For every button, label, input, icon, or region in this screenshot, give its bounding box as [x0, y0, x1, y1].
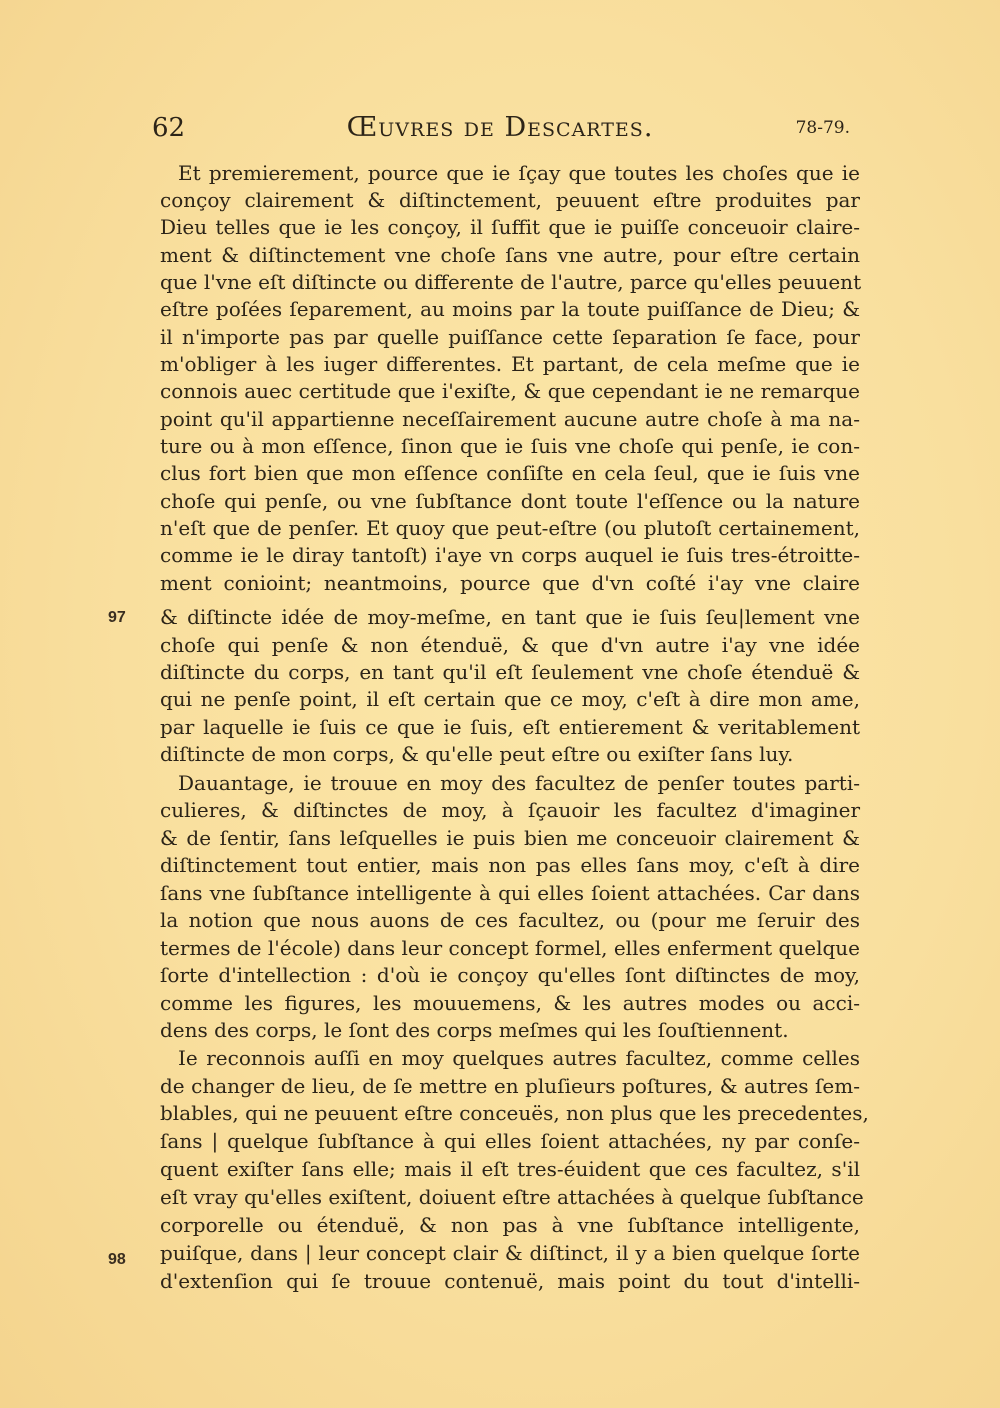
text-line: qui ne penſe point, il eſt certain que ce moy, c'eſt à dire mon ame,	[160, 687, 860, 711]
text-line: que l'vne eſt diſtincte ou differente de l'autre, parce qu'elles peuuent	[160, 270, 862, 294]
text-line: comme les figures, les mouuemens, & les autres modes ou acci-	[160, 991, 860, 1015]
text-line: Ie reconnois auſſi en moy quelques autres facultez, comme celles	[178, 1046, 860, 1070]
text-line: il n'importe pas par quelle puiſſance cette ſeparation ſe face, pour	[160, 325, 860, 349]
text-line: blables, qui ne peuuent eſtre conceuës, non plus que les precedentes,	[160, 1101, 869, 1125]
text-line: d'extenſion qui ſe trouue contenuë, mais point du tout d'intelli-	[160, 1269, 860, 1293]
margin-number-97: 97	[108, 609, 126, 626]
text-line: corporelle ou étenduë, & non pas à vne ſubſtance intelligente,	[160, 1213, 860, 1237]
text-line: culieres, & diſtinctes de moy, à ſçauoir les facultez d'imaginer	[160, 798, 860, 822]
page-reference: 78-79.	[795, 118, 850, 138]
text-line: ture ou à mon eſſence, ſinon que ie ſuis vne choſe qui penſe, ie con-	[160, 434, 860, 458]
text-line: ſorte d'intellection : d'où ie conçoy qu'elles ſont diſtinctes de moy,	[160, 963, 860, 987]
text-line: point qu'il appartienne neceſſairement aucune autre choſe à ma na-	[160, 407, 860, 431]
text-line: ment conioint; neantmoins, pource que d'vn coſté i'ay vne claire	[160, 571, 860, 595]
text-line: connois auec certitude que i'exiſte, & que cependant ie ne remarque	[160, 379, 860, 403]
text-line: choſe qui penſe, ou vne ſubſtance dont toute l'eſſence ou la nature	[160, 489, 860, 513]
text-line: termes de l'école) dans leur concept formel, elles enferment quelque	[160, 936, 860, 960]
text-line: par laquelle ie ſuis ce que ie ſuis, eſt entierement & veritablement	[160, 715, 860, 739]
text-line: diſtincte de mon corps, & qu'elle peut eſtre ou exiſter ſans luy.	[160, 742, 794, 766]
text-line: puiſque, dans | leur concept clair & diſtinct, il y a bien quelque ſorte	[160, 1241, 860, 1265]
text-line: dens des corps, le ſont des corps meſmes qui les ſouſtiennent.	[160, 1018, 789, 1042]
text-line: Et premierement, pource que ie ſçay que toutes les choſes que ie	[178, 161, 860, 185]
text-line: comme ie le diray tantoſt) i'aye vn corps auquel ie ſuis tres-étroitte-	[160, 543, 860, 567]
text-line: Dauantage, ie trouue en moy des facultez de penſer toutes parti-	[178, 771, 860, 795]
text-line: conçoy clairement & diſtinctement, peuuent eſtre produites par	[160, 188, 860, 212]
text-line: ſans | quelque ſubſtance à qui elles ſoient attachées, ny par conſe-	[160, 1129, 860, 1153]
text-line: diſtinctement tout entier, mais non pas elles ſans moy, c'eſt à dire	[160, 853, 860, 877]
text-line: eſt vray qu'elles exiſtent, doiuent eſtre attachées à quelque ſubſtance	[160, 1185, 864, 1209]
text-line: n'eſt que de penſer. Et quoy que peut-eſtre (ou plutoſt certainement,	[160, 516, 860, 540]
text-line: ment & diſtinctement vne choſe ſans vne autre, pour eſtre certain	[160, 243, 860, 267]
margin-number-98: 98	[108, 1251, 126, 1268]
text-line: la notion que nous auons de ces facultez, ou (pour me ſeruir des	[160, 908, 860, 932]
text-line: quent exiſter ſans elle; mais il eſt tres-éuident que ces facultez, s'il	[160, 1157, 860, 1181]
text-line: choſe qui penſe & non étenduë, & que d'vn autre i'ay vne idée	[160, 633, 860, 657]
running-title: Œuvres de Descartes.	[346, 112, 654, 143]
text-line: clus fort bien que mon eſſence conſiſte en cela ſeul, que ie ſuis vne	[160, 461, 860, 485]
text-line: eſtre poſées ſeparement, au moins par la toute puiſſance de Dieu; &	[160, 297, 860, 321]
text-line: & de ſentir, ſans leſquelles ie puis bien me conceuoir clairement &	[160, 826, 860, 850]
text-line: Dieu telles que ie les conçoy, il ſuffit que ie puiſſe conceuoir claire-	[160, 215, 860, 239]
page-number: 62	[152, 113, 186, 143]
text-line: & diſtincte idée de moy-meſme, en tant que ie ſuis ſeu|lement vne	[160, 605, 860, 629]
text-line: ſans vne ſubſtance intelligente à qui elles ſoient attachées. Car dans	[160, 881, 860, 905]
text-line: m'obliger à les iuger differentes. Et partant, de cela meſme que ie	[160, 352, 860, 376]
text-line: de changer de lieu, de ſe mettre en pluſieurs poſtures, & autres ſem-	[160, 1074, 860, 1098]
text-line: diſtincte du corps, en tant qu'il eſt ſeulement vne choſe étenduë &	[160, 660, 860, 684]
